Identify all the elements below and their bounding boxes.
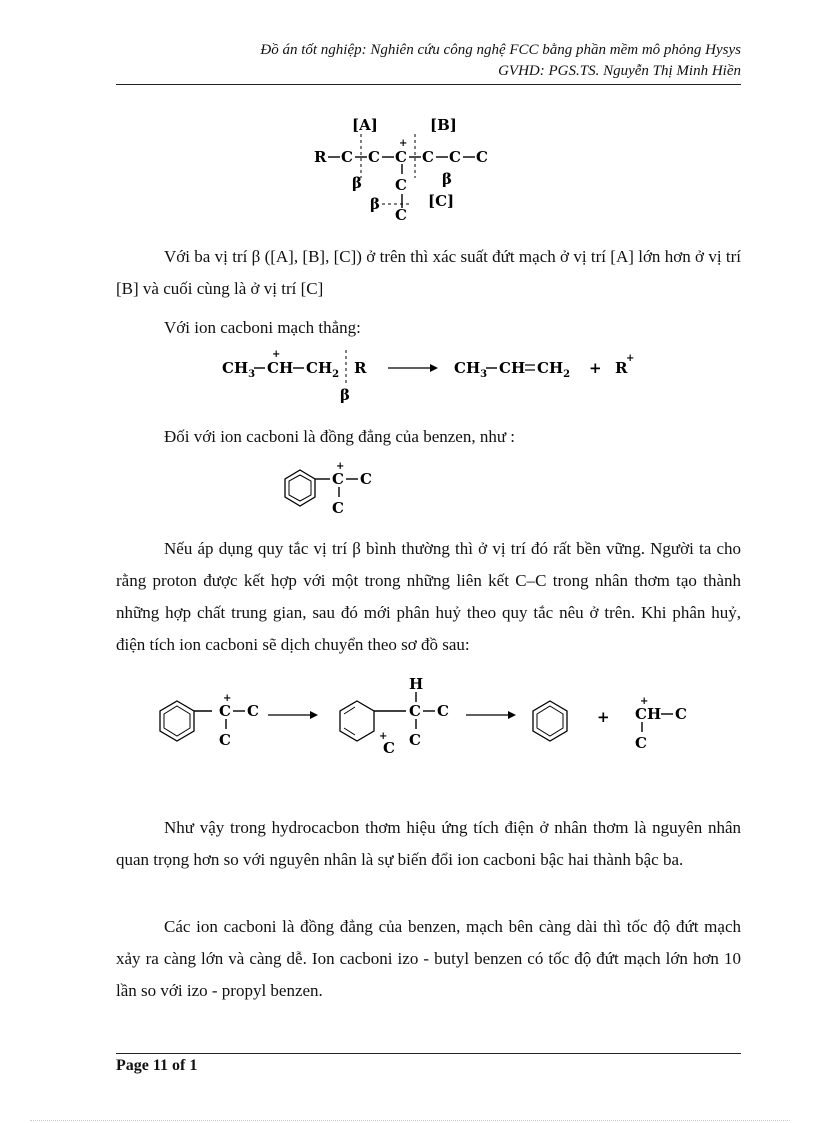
eq-beta: β [340,386,350,404]
atom-c: C [409,702,421,720]
beta-c: β [370,195,380,213]
eq-charge: + [272,349,281,360]
atom-c5: C [449,148,461,166]
atom-c8: C [395,206,407,224]
paragraph-beta-positions: Với ba vị trí β ([A], [B], [C]) ở trên thì xác suất đứt mạch ở vị trí [A] lớn hơn ở vị trí [B] và cuối cùng là ở vị trí [C] [116,247,741,298]
page-number: Page 11 of 1 [116,1057,198,1074]
atom-c: C [360,470,372,488]
carbocation-beta-diagram [300,112,510,224]
atom-r: R [314,148,327,166]
atom-c: C [219,731,231,749]
benzene-carbocation [278,460,388,520]
atom-h: H [409,675,424,693]
label-a: [A] [352,116,378,134]
atom-c: C [409,731,421,749]
page-edge [30,1120,790,1121]
beta-a: β [352,174,362,192]
atom-c1: C [341,148,353,166]
paragraph-beta-rule: Nếu áp dụng quy tắc vị trí β bình thường thì ở vị trí đó rất bền vững. Người ta cho rằng proton được kết hợp với một trong những liên kết C–C trong nhân thơm tạo thành những hợp chất trung gian, sau đó mới phân huỷ theo quy tắc nêu ở trên. Khi phân huỷ, điện tích ion cacboni sẽ dịch chuyển theo sơ đồ sau: [116,539,741,654]
header-rule [116,84,741,85]
footer-rule [116,1053,741,1054]
page-header [116,40,741,82]
atom-c: C [437,702,449,720]
charge-sign: + [399,138,408,149]
atom-c: C [332,499,344,517]
eq-r-charge: + [626,353,635,364]
paragraph-aromatic-effect: Như vậy trong hydrocacbon thơm hiệu ứng tích điện ở nhân thơm là nguyên nhân quan trọng hơn so với nguyên nhân là sự biến đổi ion cacboni bậc hai thành bậc ba. [116,818,741,869]
paragraph-chain-length: Các ion cacboni là đồng đẳng của benzen, mạch bên càng dài thì tốc độ đứt mạch xảy ra càng lớn và càng dễ. Ion cacboni izo - butyl benzen có tốc độ đứt mạch lớn hơn 10 lần so với izo - propyl benzen. [116,917,741,1000]
charge-sign: + [379,731,388,742]
linear-cation-equation [218,346,638,408]
paragraph-linear-cation: Với ion cacboni mạch thẳng: [164,318,361,337]
atom-c: C [635,734,647,752]
header-title: Đồ án tốt nghiệp: Nghiên cứu công nghệ FCC bằng phần mềm mô phỏng Hysys [260,42,741,58]
benzene-ring [160,701,194,741]
eq-r-cation: R [615,359,628,377]
eq-ch: CH [267,359,294,377]
charge-sign: + [223,693,232,704]
benzene-ring [533,701,567,741]
atom-c6: C [476,148,488,166]
charge-sign: + [336,461,345,472]
header-advisor: GVHD: PGS.TS. Nguyễn Thị Minh Hiền [498,63,741,79]
paragraph-benzene-cation: Đối với ion cacboni là đồng đẳng của benzen, như : [164,427,516,446]
atom-ch: CH [635,705,662,723]
label-b: [B] [430,116,457,134]
atom-c: C [247,702,259,720]
beta-b: β [442,170,452,188]
eq-prod-ch2: $CH_2$ [537,359,571,380]
atom-c4: C [422,148,434,166]
eq-ch2: $CH_2$ [306,359,340,380]
atom-c3: C [395,148,407,166]
atom-c: C [219,702,231,720]
charge-migration-scheme [150,670,710,760]
eq-ch3: $CH_3$ [222,359,256,380]
eq-plus: + [589,359,602,377]
charge-sign: + [640,696,649,707]
eq-prod-ch: CH [499,359,526,377]
eq-prod-ch3: $CH_3$ [454,359,488,380]
atom-c7: C [395,176,407,194]
eq-r: R [354,359,367,377]
cyclohexadiene-ring [340,701,374,741]
atom-c: C [332,470,344,488]
atom-c2: C [368,148,380,166]
atom-c: C [383,739,395,757]
atom-c: C [675,705,687,723]
scheme-plus: + [597,708,610,726]
label-c: [C] [428,192,455,210]
